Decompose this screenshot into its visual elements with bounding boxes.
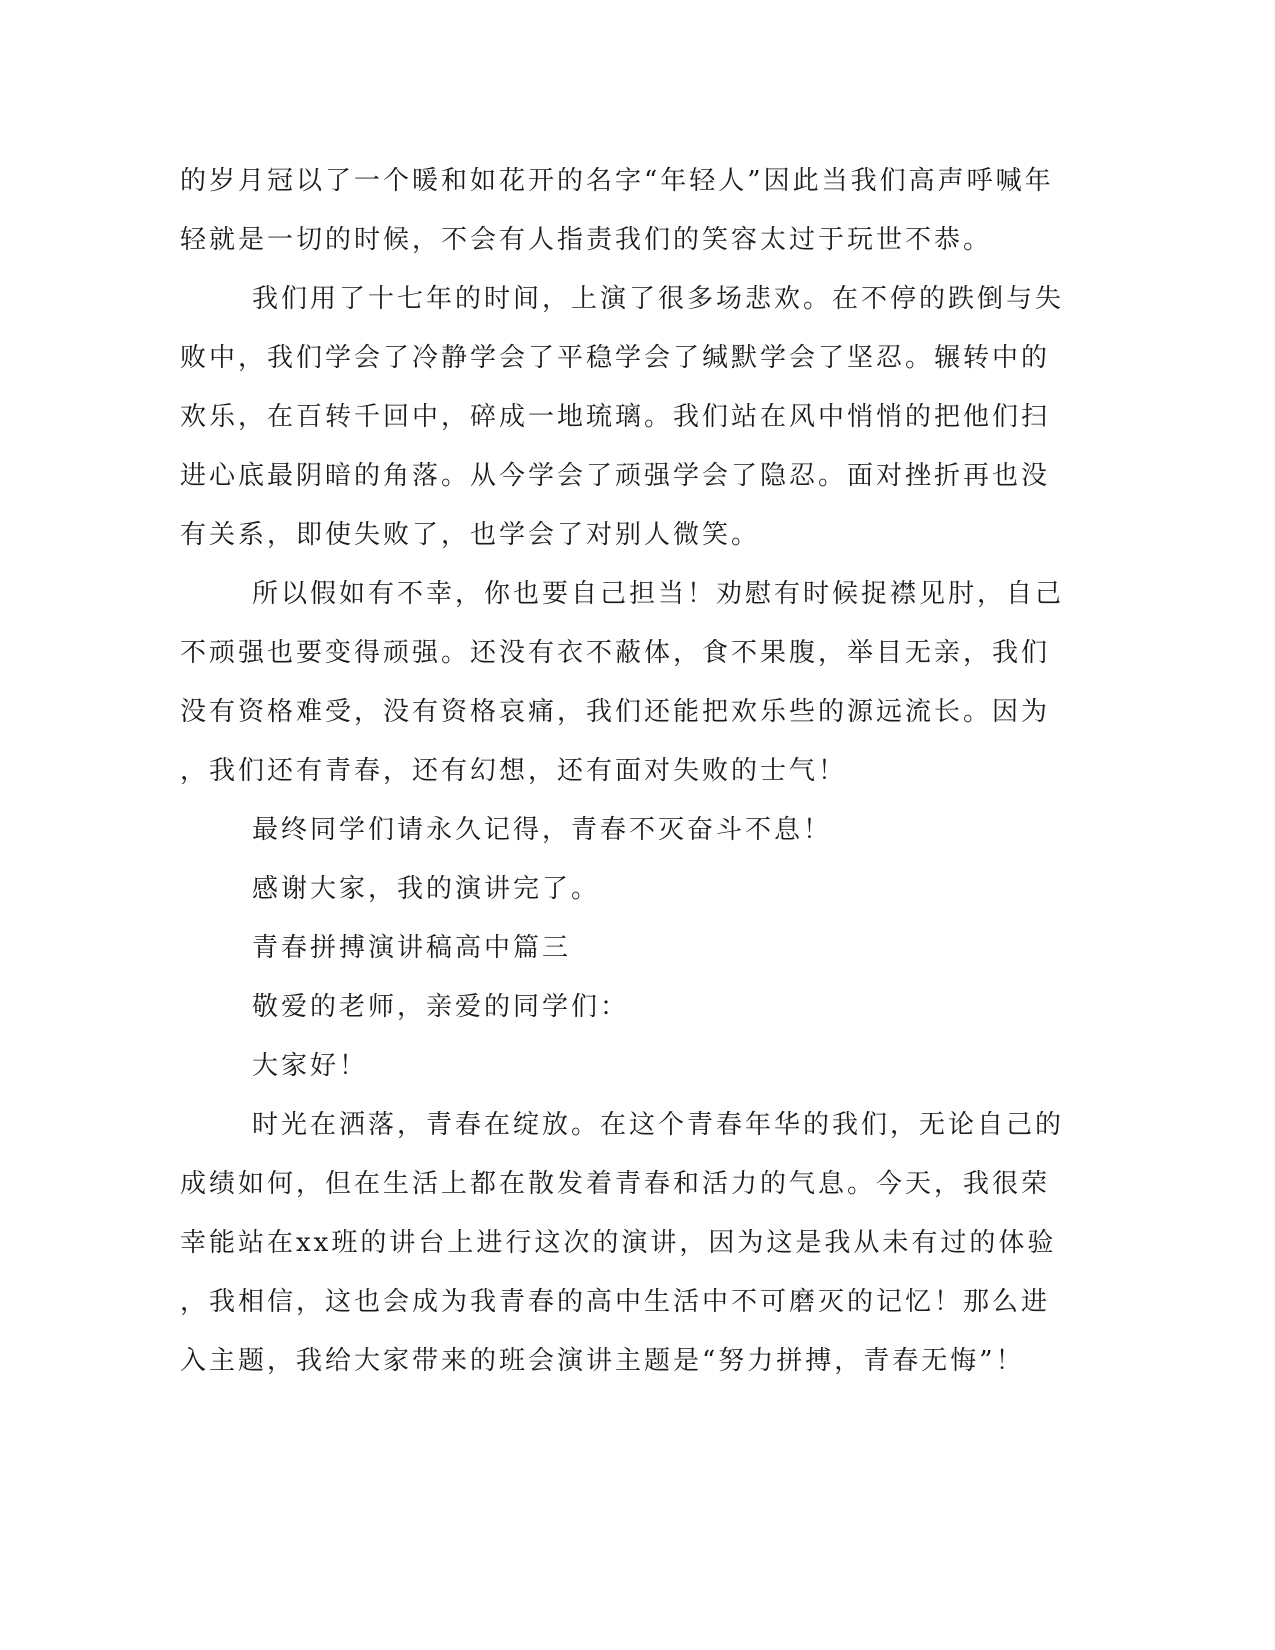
paragraph-line: 没有资格难受，没有资格哀痛，我们还能把欢乐些的源远流长。因为 bbox=[180, 697, 1051, 727]
paragraph-line: 轻就是一切的时候，不会有人指责我们的笑容太过于玩世不恭。 bbox=[180, 225, 993, 255]
paragraph-line: 时光在洒落，青春在绽放。在这个青春年华的我们，无论自己的 bbox=[252, 1110, 1065, 1140]
paragraph-line: 感谢大家，我的演讲完了。 bbox=[252, 874, 601, 904]
paragraph-line: 的岁月冠以了一个暖和如花开的名字“年轻人”因此当我们高声呼喊年 bbox=[180, 166, 1054, 196]
section-heading: 青春拼搏演讲稿高中篇三 bbox=[252, 933, 572, 963]
paragraph-line: ，我们还有青春，还有幻想，还有面对失败的士气！ bbox=[180, 756, 848, 786]
greeting: 大家好！ bbox=[252, 1051, 369, 1081]
paragraph-line: 入主题，我给大家带来的班会演讲主题是“努力拼搏，青春无悔”！ bbox=[180, 1346, 1025, 1376]
paragraph-line: 最终同学们请永久记得，青春不灭奋斗不息！ bbox=[252, 815, 833, 845]
paragraph-line: 幸能站在xx班的讲台上进行这次的演讲，因为这是我从未有过的体验 bbox=[180, 1228, 1057, 1258]
paragraph-line: 欢乐，在百转千回中，碎成一地琉璃。我们站在风中悄悄的把他们扫 bbox=[180, 402, 1051, 432]
paragraph-line: 我们用了十七年的时间，上演了很多场悲欢。在不停的跌倒与失 bbox=[252, 284, 1065, 314]
paragraph-line: 有关系，即使失败了，也学会了对别人微笑。 bbox=[180, 520, 761, 550]
paragraph-line: 所以假如有不幸，你也要自己担当！劝慰有时候捉襟见肘，自己 bbox=[252, 579, 1065, 609]
salutation: 敬爱的老师，亲爱的同学们： bbox=[252, 992, 630, 1022]
paragraph-line: 成绩如何，但在生活上都在散发着青春和活力的气息。今天，我很荣 bbox=[180, 1169, 1051, 1199]
paragraph-line: 不顽强也要变得顽强。还没有衣不蔽体，食不果腹，举目无亲，我们 bbox=[180, 638, 1051, 668]
paragraph-line: 进心底最阴暗的角落。从今学会了顽强学会了隐忍。面对挫折再也没 bbox=[180, 461, 1051, 491]
paragraph-line: 败中，我们学会了冷静学会了平稳学会了缄默学会了坚忍。辗转中的 bbox=[180, 343, 1051, 373]
paragraph-line: ，我相信，这也会成为我青春的高中生活中不可磨灭的记忆！那么进 bbox=[180, 1287, 1051, 1317]
